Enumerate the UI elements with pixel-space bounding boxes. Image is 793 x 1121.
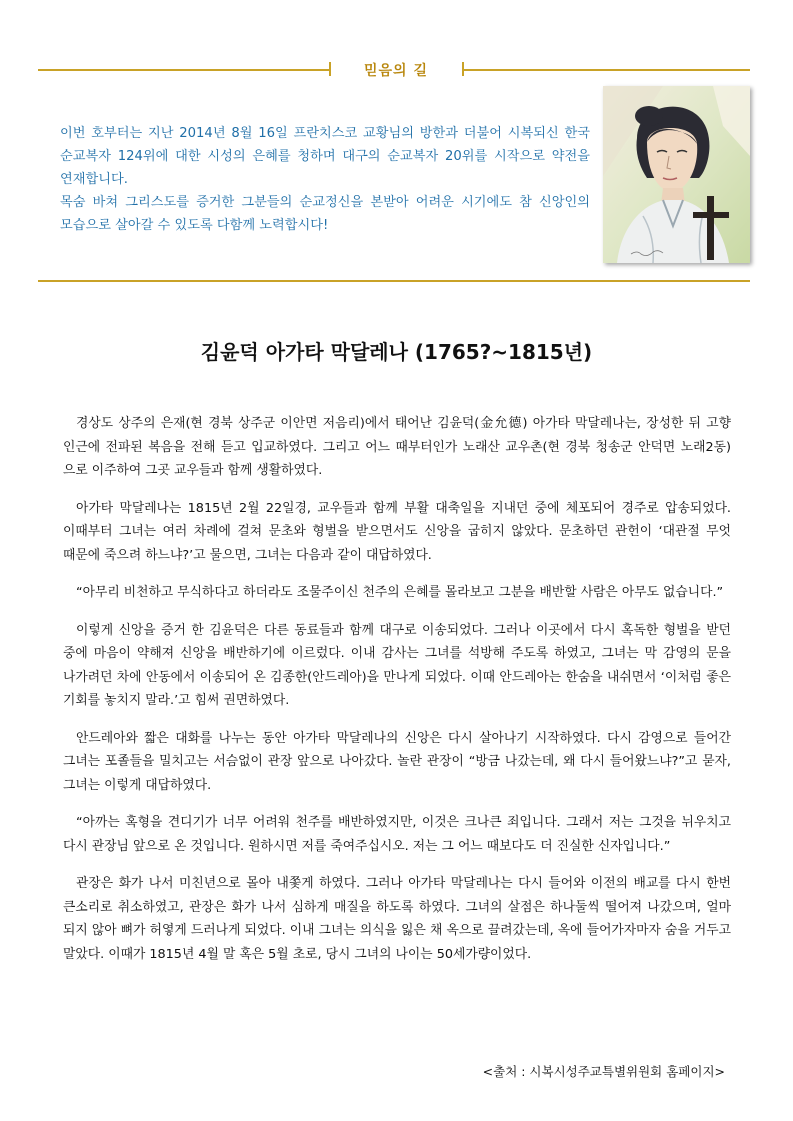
- intro-paragraph: 목숨 바쳐 그리스도를 증거한 그분들의 순교정신을 본받아 어려운 시기에도 참 신앙인의 모습으로 살아갈 수 있도록 다함께 노력합시다!: [60, 195, 590, 233]
- header-tick-left: [329, 62, 331, 76]
- portrait-image: [603, 86, 750, 263]
- article-quote: “아무리 비천하고 무식하다고 하더라도 조물주이신 천주의 은혜를 몰라보고 그분을 배반할 사람은 아무도 없습니다.”: [76, 585, 724, 600]
- article-paragraph: 관장은 화가 나서 미친년으로 몰아 내쫓게 하였다. 그러나 아가타 막달레나는 다시 들어와 이전의 배교를 다시 한번 큰소리로 취소하였고, 관장은 화가 나서 심하게 매질을 하도록 하였다. 그녀의 살점은 하나둘씩 떨어져 나갔으며, 얼마 되지 않아 뼈가 허옇게 드러나게 되었다. 이내 그녀는 의식을 잃은 채 옥으로 끌려갔는데, 옥에 들어가자마자 숨을 거두고 말았다. 이때가 1815년 4월 말 혹은 5월 초로, 당시 그녀의 나이는 50세가량이었다.: [63, 876, 731, 962]
- section-title: 믿음의 길: [364, 63, 428, 79]
- article-paragraph: 경상도 상주의 은재(현 경북 상주군 이안면 저음리)에서 태어난 김윤덕(金允德) 아가타 막달레나는, 장성한 뒤 고향 인근에 전파된 복음을 전해 듣고 입교하였다. 그리고 어느 때부터인가 노래산 교우촌(현 경북 청송군 안덕면 노래2동)으로 이주하여 그곳 교우들과 함께 생활하였다.: [63, 416, 731, 478]
- intro-paragraph: 이번 호부터는 지난 2014년 8월 16일 프란치스코 교황님의 방한과 더불어 시복되신 한국 순교복자 124위에 대한 시성의 은혜를 청하며 대구의 순교복자 20위를 시작으로 약전을 연재합니다.: [60, 126, 590, 187]
- portrait-drawing: [603, 86, 750, 263]
- article-body: [63, 412, 731, 980]
- header-rule-left: [38, 69, 330, 71]
- intro-bottom-rule: [38, 280, 750, 282]
- article-title: 김윤덕 아가타 막달레나 (1765?~1815년): [200, 340, 593, 364]
- article-paragraph: 안드레아와 짧은 대화를 나누는 동안 아가타 막달레나의 신앙은 다시 살아나기 시작하였다. 다시 감영으로 들어간 그녀는 포졸들을 밀치고는 서슴없이 관장 앞으로 나아갔다. 놀란 관장이 “방금 나갔는데, 왜 다시 들어왔느냐?”고 묻자, 그녀는 이렇게 대답하였다.: [63, 730, 731, 793]
- article-paragraph: 이렇게 신앙을 증거 한 김윤덕은 다른 동료들과 함께 대구로 이송되었다. 그러나 이곳에서 다시 혹독한 형벌을 받던 중에 마음이 약해져 신앙을 배반하기에 이르렀다. 이내 감사는 그녀를 석방해 주도록 하였고, 그녀는 막 감영의 문을 나가려던 차에 안동에서 이송되어 온 김종한(안드레아)을 만나게 되었다. 이때 안드레아는 한숨을 내쉬면서 ‘이처럼 좋은 기회를 놓치지 말라.’고 힘써 권면하였다.: [63, 622, 731, 708]
- source-citation: <출처 : 시복시성주교특별위원회 홈페이지>: [482, 1064, 725, 1079]
- intro-box: [60, 122, 590, 237]
- header-rule-right: [463, 69, 750, 71]
- article-quote: “아까는 혹형을 견디기가 너무 어려워 천주를 배반하였지만, 이것은 크나큰 죄입니다. 그래서 저는 그것을 뉘우치고 다시 관장님 앞으로 온 것입니다. 원하시면 저를 죽여주십시오. 저는 그 어느 때보다도 더 진실한 신자입니다.”: [63, 815, 731, 854]
- article-paragraph: 아가타 막달레나는 1815년 2월 22일경, 교우들과 함께 부활 대축일을 지내던 중에 체포되어 경주로 압송되었다. 이때부터 그녀는 여러 차례에 걸쳐 문초와 형벌을 받으면서도 신앙을 굽히지 않았다. 문초하던 관헌이 ‘대관절 무엇 때문에 죽으려 하느냐?’고 물으면, 그녀는 다음과 같이 대답하였다.: [63, 500, 731, 563]
